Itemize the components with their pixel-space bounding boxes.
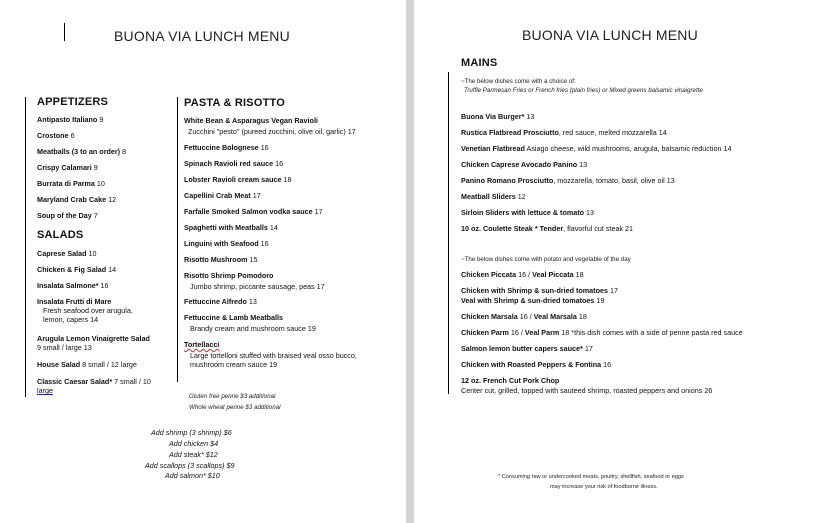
right-column-rule bbox=[177, 97, 178, 382]
appetizer-item: Burrata di Parma 10 bbox=[37, 179, 105, 188]
add-on-line: Add shrimp (3 shrimp) $6 bbox=[151, 428, 232, 437]
appetizer-item: Maryland Crab Cake 12 bbox=[37, 195, 117, 204]
pasta-item: Spaghetti with Meatballs 14 bbox=[184, 223, 278, 232]
pasta-item: Tortellacci bbox=[184, 340, 220, 349]
text-cursor bbox=[64, 23, 65, 41]
main-item: Salmon lemon butter capers sauce* 17 bbox=[461, 344, 593, 353]
pasta-item: Risotto Shrimp Pomodoro bbox=[184, 271, 274, 280]
salad-item: Chicken & Fig Salad 14 bbox=[37, 265, 117, 274]
main-item: Chicken with Shrimp & sun-dried tomatoes 17 bbox=[461, 286, 618, 295]
mains-intro: ~The below dishes come with a choice of: bbox=[461, 78, 576, 85]
main-item: Meatball Sliders 12 bbox=[461, 192, 526, 201]
pasta-item: Risotto Mushroom 15 bbox=[184, 255, 258, 264]
main-item: Chicken Marsala 16 / Veal Marsala 18 bbox=[461, 312, 587, 321]
salad-item: Insalata Salmone* 16 bbox=[37, 281, 109, 290]
pasta-item: Linguini with Seafood 16 bbox=[184, 239, 269, 248]
main-item: Veal with Shrimp & sun-dried tomatoes 19 bbox=[461, 296, 605, 305]
pasta-desc: Large tortelloni stuffed with braised veal osso bucco, bbox=[190, 351, 357, 360]
appetizer-item: Soup of the Day 7 bbox=[37, 211, 98, 220]
salad-desc: Fresh seafood over arugula, bbox=[43, 306, 133, 315]
pasta-item: Spinach Ravioli red sauce 16 bbox=[184, 159, 284, 168]
pasta-desc: Brandy cream and mushroom sauce 19 bbox=[190, 324, 316, 333]
salad-desc: 9 small / large 13 bbox=[37, 343, 92, 352]
salad-item: Arugula Lemon Vinaigrette Salad bbox=[37, 334, 150, 343]
main-item: Chicken with Roasted Peppers & Fontina 16 bbox=[461, 360, 612, 369]
mains-column-rule bbox=[448, 72, 449, 394]
main-item: 10 oz. Coulette Steak * Tender, flavorful cut steak 21 bbox=[461, 224, 634, 233]
pasta-item: Capellini Crab Meat 17 bbox=[184, 191, 261, 200]
pasta-item: Lobster Ravioli cream sauce 18 bbox=[184, 175, 292, 184]
mains-intro-2: ~The below dishes come with potato and vegetable of the day bbox=[461, 256, 631, 263]
pork-chop-desc: Center cut, grilled, topped with sauteed shrimp, roasted peppers and onions 26 bbox=[461, 386, 713, 395]
add-on-line: Add scallops (3 scallops) $9 bbox=[145, 461, 235, 470]
page-gap bbox=[406, 0, 414, 523]
mains-intro: Truffle Parmesan Fries or French fries (plain fries) or Mixed greens balsamic vinaigrette bbox=[464, 87, 703, 94]
mains-heading: MAINS bbox=[461, 57, 498, 69]
appetizers-heading: APPETIZERS bbox=[37, 96, 109, 108]
pasta-item: Fettuccine Bolognese 16 bbox=[184, 143, 269, 152]
main-item: Chicken Parm 16 / Veal Parm 18 *this dish comes with a side of penne pasta red sauce bbox=[461, 328, 743, 337]
appetizer-item: Crostone 6 bbox=[37, 131, 75, 140]
salad-item: House Salad 8 small / 12 large bbox=[37, 360, 137, 369]
main-item: Venetian Flatbread Asiago cheese, wild mushrooms, arugula, balsamic reduction 14 bbox=[461, 144, 732, 153]
left-column-rule bbox=[25, 97, 26, 397]
main-item: 12 oz. French Cut Pork Chop bbox=[461, 376, 560, 385]
penne-note: Gluten free penne $3 additional bbox=[189, 393, 276, 400]
salad-desc: large bbox=[37, 386, 53, 395]
salads-heading: SALADS bbox=[37, 229, 84, 241]
disclaimer-line: * Consuming raw or undercooked meats, poultry, shellfish, seafood or eggs bbox=[498, 474, 684, 480]
appetizer-item: Antipasto Italiano 9 bbox=[37, 115, 104, 124]
main-item: Sirloin Sliders with lettuce & tomato 13 bbox=[461, 208, 595, 217]
pasta-item: Fettuccine & Lamb Meatballs bbox=[184, 313, 284, 322]
pasta-item: White Bean & Asparagus Vegan Ravioli bbox=[184, 116, 318, 125]
main-item: Panino Romano Prosciutto, mozzarella, tomato, basil, olive oil 13 bbox=[461, 176, 675, 185]
pasta-heading: PASTA & RISOTTO bbox=[184, 97, 285, 109]
main-item: Buona Via Burger* 13 bbox=[461, 112, 535, 121]
right-page bbox=[414, 0, 821, 523]
salad-item: Caprese Salad 10 bbox=[37, 249, 97, 258]
penne-note: Whole wheat penne $3 additional bbox=[189, 404, 281, 411]
add-on-line: Add chicken $4 bbox=[169, 439, 219, 448]
main-item: Rustica Flatbread Prosciutto, red sauce, melted mozzarella 14 bbox=[461, 128, 667, 137]
pasta-item: Fettuccine Alfredo 13 bbox=[184, 297, 257, 306]
pasta-item: Farfalle Smoked Salmon vodka sauce 17 bbox=[184, 207, 323, 216]
main-item: Chicken Caprese Avocado Panino 13 bbox=[461, 160, 588, 169]
left-menu-title: BUONA VIA LUNCH MENU bbox=[114, 28, 290, 44]
add-on-line: Add salmon* $10 bbox=[165, 471, 220, 480]
disclaimer-line: may increase your risk of foodborne illness. bbox=[550, 484, 658, 490]
left-page bbox=[0, 0, 406, 523]
pasta-desc: mushroom cream sauce 19 bbox=[190, 360, 278, 369]
appetizer-item: Meatballs (3 to an order) 8 bbox=[37, 147, 127, 156]
salad-item: Classic Caesar Salad* 7 small / 10 bbox=[37, 377, 151, 386]
right-menu-title: BUONA VIA LUNCH MENU bbox=[522, 27, 698, 43]
main-item: Chicken Piccata 16 / Veal Piccata 18 bbox=[461, 270, 584, 279]
appetizer-item: Crispy Calamari 9 bbox=[37, 163, 98, 172]
pasta-desc: Jumbo shrimp, piccante sausage, peas 17 bbox=[190, 282, 325, 291]
salad-item: Insalata Frutti di Mare bbox=[37, 297, 112, 306]
salad-desc: lemon, capers 14 bbox=[43, 315, 99, 324]
add-on-line: Add steak* $12 bbox=[169, 450, 218, 459]
pasta-desc: Zucchini "pesto" (pureed zucchini, olive oil, garlic) 17 bbox=[188, 127, 356, 136]
